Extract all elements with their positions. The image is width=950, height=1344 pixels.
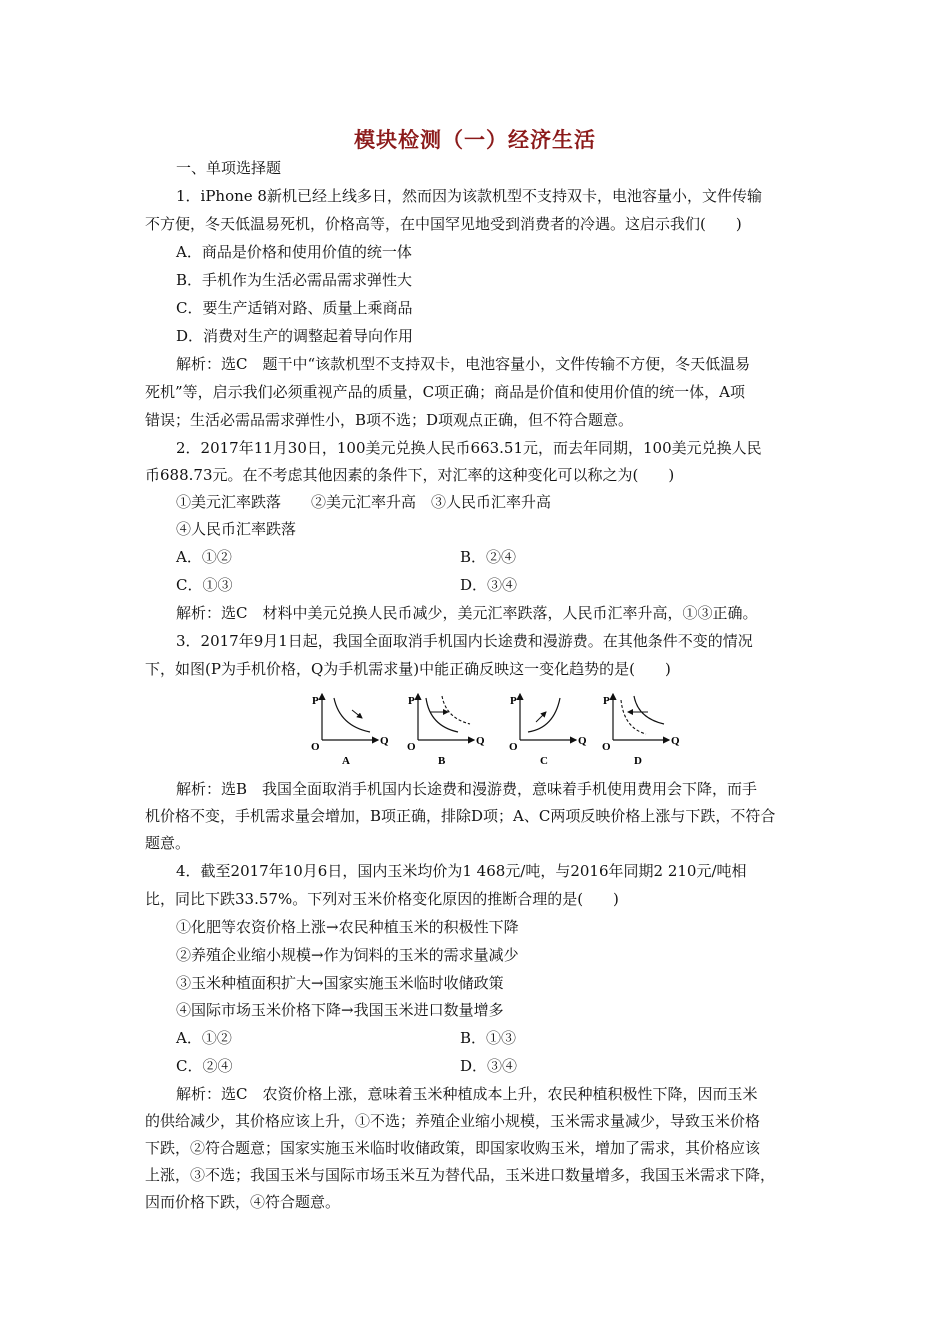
graph-c-q-label: Q xyxy=(578,735,587,747)
graph-c-p-label: P xyxy=(510,695,517,707)
graph-b-shifted-curve xyxy=(442,696,470,724)
q1-stem-line: 1．iPhone 8新机已经上线多日，然而因为该款机型不支持双卡，电池容量小，文件传输 xyxy=(176,187,762,205)
q3-demand-graphs xyxy=(308,688,678,768)
graph-d xyxy=(602,694,680,767)
q1-analysis-line: 解析：选C 题干中“该款机型不支持双卡，电池容量小，文件传输不方便，冬天低温易 xyxy=(176,355,751,373)
q1-stem-line: 不方便，冬天低温易死机，价格高等，在中国罕见地受到消费者的冷遇。这启示我们( ) xyxy=(145,215,742,233)
graph-d-shifted-curve xyxy=(621,700,646,734)
q2-item-line: ①美元汇率跌落 ②美元汇率升高 ③人民币汇率升高 xyxy=(176,493,552,511)
q1-option-d: D．消费对生产的调整起着导向作用 xyxy=(176,327,414,345)
q2-option-a: A．①② xyxy=(176,548,232,566)
graph-c-arrow xyxy=(536,712,546,722)
graph-c-label: C xyxy=(540,755,548,767)
q3-stem-line: 下，如图(P为手机价格，Q为手机需求量)中能正确反映这一变化趋势的是( ) xyxy=(145,660,671,678)
q4-analysis-line: 上涨，③不选；我国玉米与国际市场玉米互为替代品，玉米进口数量增多，我国玉米需求下降， xyxy=(145,1166,776,1184)
q1-option-c: C．要生产适销对路、质量上乘商品 xyxy=(176,299,413,317)
q4-item-line: ③玉米种植面积扩大→国家实施玉米临时收储政策 xyxy=(176,974,504,992)
graph-d-curve xyxy=(634,696,664,724)
q2-stem-line: 2．2017年11月30日，100美元兑换人民币663.51元，而去年同期，100美元兑换人民 xyxy=(176,439,762,457)
q2-option-c: C．①③ xyxy=(176,576,233,594)
q4-analysis-line: 解析：选C 农资价格上涨，意味着玉米种植成本上升，农民种植积极性下降，因而玉米 xyxy=(176,1085,758,1103)
q4-item-line: ①化肥等农资价格上涨→农民种植玉米的积极性下降 xyxy=(176,918,519,936)
graph-d-q-label: Q xyxy=(671,735,680,747)
q3-stem-line: 3．2017年9月1日起，我国全面取消手机国内长途费和漫游费。在其他条件不变的情况 xyxy=(176,632,753,650)
q4-stem-line: 比，同比下跌33.57%。下列对玉米价格变化原因的推断合理的是( ) xyxy=(145,890,619,908)
q3-analysis-line: 机价格不变，手机需求量会增加，B项正确，排除D项；A、C两项反映价格上涨与下跌，不符合 xyxy=(145,807,776,825)
graph-d-p-label: P xyxy=(603,695,610,707)
q4-analysis-line: 因而价格下跌，④符合题意。 xyxy=(145,1193,341,1211)
q1-analysis-line: 错误；生活必需品需求弹性小，B项不选；D项观点正确，但不符合题意。 xyxy=(145,411,634,429)
graph-c xyxy=(509,694,587,767)
q2-option-b: B．②④ xyxy=(460,548,517,566)
q3-analysis-line: 解析：选B 我国全面取消手机国内长途费和漫游费，意味着手机使用费用会下降，而手 xyxy=(176,780,758,798)
q4-analysis-line: 下跌，②符合题意；国家实施玉米临时收储政策，即国家收购玉米，增加了需求，其价格应该 xyxy=(145,1139,761,1157)
graph-b-origin: O xyxy=(407,741,416,753)
graph-a xyxy=(311,694,389,767)
q2-option-d: D．③④ xyxy=(460,576,518,594)
graph-b-p-label: P xyxy=(408,695,415,707)
q4-option-b: B．①③ xyxy=(460,1029,517,1047)
q2-stem-line: 币688.73元。在不考虑其他因素的条件下，对汇率的这种变化可以称之为( ) xyxy=(145,466,675,484)
q4-option-d: D．③④ xyxy=(460,1057,518,1075)
graph-d-origin: O xyxy=(602,741,611,753)
graph-c-origin: O xyxy=(509,741,518,753)
demand-graphs-figure xyxy=(308,688,678,768)
q4-analysis-line: 的供给减少，其价格应该上升，①不选；养殖企业缩小规模，玉米需求量减少，导致玉米价格 xyxy=(145,1112,761,1130)
graph-a-q-label: Q xyxy=(380,735,389,747)
q4-item-line: ②养殖企业缩小规模→作为饲料的玉米的需求量减少 xyxy=(176,946,519,964)
page-title: 模块检测（一）经济生活 xyxy=(354,128,596,152)
q4-item-line: ④国际市场玉米价格下降→我国玉米进口数量增多 xyxy=(176,1001,504,1019)
graph-b-q-label: Q xyxy=(476,735,485,747)
graph-d-label: D xyxy=(634,755,642,767)
graph-c-curve xyxy=(528,698,560,732)
q4-stem-line: 4．截至2017年10月6日，国内玉米均价为1 468元/吨，与2016年同期2 210元/吨相 xyxy=(176,862,747,880)
q2-analysis-line: 解析：选C 材料中美元兑换人民币减少，美元汇率跌落，人民币汇率升高，①③正确。 xyxy=(176,604,758,622)
graph-b xyxy=(407,694,485,767)
graph-a-p-label: P xyxy=(312,695,319,707)
q3-analysis-line: 题意。 xyxy=(145,834,191,852)
graph-b-curve xyxy=(426,698,458,732)
section-heading: 一、单项选择题 xyxy=(176,159,282,177)
q4-option-a: A．①② xyxy=(176,1029,232,1047)
graph-a-curve xyxy=(334,698,370,732)
graph-a-arrow xyxy=(352,710,362,718)
q2-item-line: ④人民币汇率跌落 xyxy=(176,520,297,538)
graph-a-label: A xyxy=(342,755,350,767)
q1-analysis-line: 死机”等，启示我们必须重视产品的质量，C项正确；商品是价值和使用价值的统一体，A项 xyxy=(145,383,745,401)
graph-a-origin: O xyxy=(311,741,320,753)
q1-option-a: A．商品是价格和使用价值的统一体 xyxy=(176,243,412,261)
q4-option-c: C．②④ xyxy=(176,1057,233,1075)
graph-b-label: B xyxy=(438,755,446,767)
q1-option-b: B．手机作为生活必需品需求弹性大 xyxy=(176,271,413,289)
